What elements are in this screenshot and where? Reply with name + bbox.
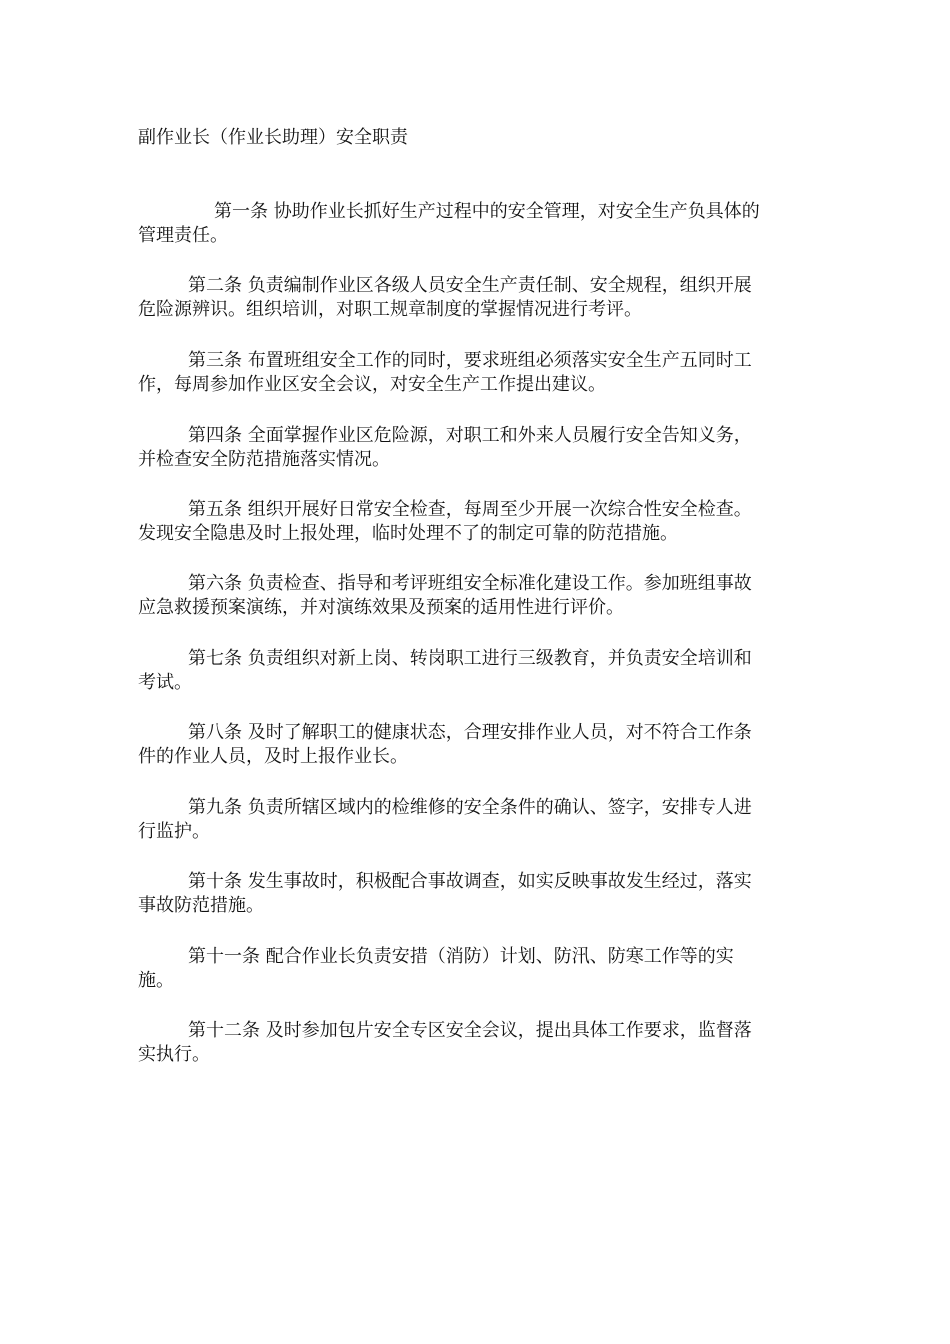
article-7 — [138, 647, 798, 695]
article-6-line-2: 应急救援预案演练，并对演练效果及预案的适用性进行评价。 — [138, 597, 624, 618]
article-11 — [138, 945, 798, 993]
article-3 — [138, 349, 798, 397]
article-10-line-1: 第十条 发生事故时，积极配合事故调查，如实反映事故发生经过，落实 — [188, 871, 752, 892]
article-6-line-1: 第六条 负责检查、指导和考评班组安全标准化建设工作。参加班组事故 — [188, 573, 752, 594]
article-2 — [138, 274, 798, 322]
article-1-line-2: 管理责任。 — [138, 225, 228, 246]
article-8 — [138, 721, 798, 769]
article-7-line-1: 第七条 负责组织对新上岗、转岗职工进行三级教育，并负责安全培训和 — [188, 648, 752, 669]
article-8-line-2: 件的作业人员，及时上报作业长。 — [138, 746, 408, 767]
article-6 — [138, 572, 798, 620]
article-10 — [138, 870, 798, 918]
article-4-line-1: 第四条 全面掌握作业区危险源，对职工和外来人员履行安全告知义务， — [188, 425, 752, 446]
article-3-line-1: 第三条 布置班组安全工作的同时，要求班组必须落实安全生产五同时工 — [188, 350, 752, 371]
article-5 — [138, 498, 798, 546]
article-1-line-1: 第一条 协助作业长抓好生产过程中的安全管理，对安全生产负具体的 — [214, 201, 760, 222]
article-4-line-2: 并检查安全防范措施落实情况。 — [138, 449, 390, 470]
article-9 — [138, 796, 798, 844]
article-12 — [138, 1019, 798, 1067]
article-5-line-1: 第五条 组织开展好日常安全检查，每周至少开展一次综合性安全检查。 — [188, 499, 752, 520]
article-4 — [138, 424, 798, 472]
article-1 — [138, 200, 798, 248]
article-11-line-2: 施。 — [138, 970, 174, 991]
article-9-line-2: 行监护。 — [138, 821, 210, 842]
article-2-line-1: 第二条 负责编制作业区各级人员安全生产责任制、安全规程，组织开展 — [188, 275, 752, 296]
article-7-line-2: 考试。 — [138, 672, 192, 693]
article-2-line-2: 危险源辨识。组织培训，对职工规章制度的掌握情况进行考评。 — [138, 299, 642, 320]
article-8-line-1: 第八条 及时了解职工的健康状态，合理安排作业人员，对不符合工作条 — [188, 722, 752, 743]
article-10-line-2: 事故防范措施。 — [138, 895, 264, 916]
article-12-line-2: 实执行。 — [138, 1044, 210, 1065]
article-5-line-2: 发现安全隐患及时上报处理，临时处理不了的制定可靠的防范措施。 — [138, 523, 678, 544]
article-12-line-1: 第十二条 及时参加包片安全专区安全会议，提出具体工作要求，监督落 — [188, 1020, 752, 1041]
article-11-line-1: 第十一条 配合作业长负责安措（消防）计划、防汛、防寒工作等的实 — [188, 946, 734, 967]
document-title: 副作业长（作业长助理）安全职责 — [138, 127, 408, 148]
article-3-line-2: 作，每周参加作业区安全会议，对安全生产工作提出建议。 — [138, 374, 606, 395]
article-9-line-1: 第九条 负责所辖区域内的检维修的安全条件的确认、签字，安排专人进 — [188, 797, 752, 818]
